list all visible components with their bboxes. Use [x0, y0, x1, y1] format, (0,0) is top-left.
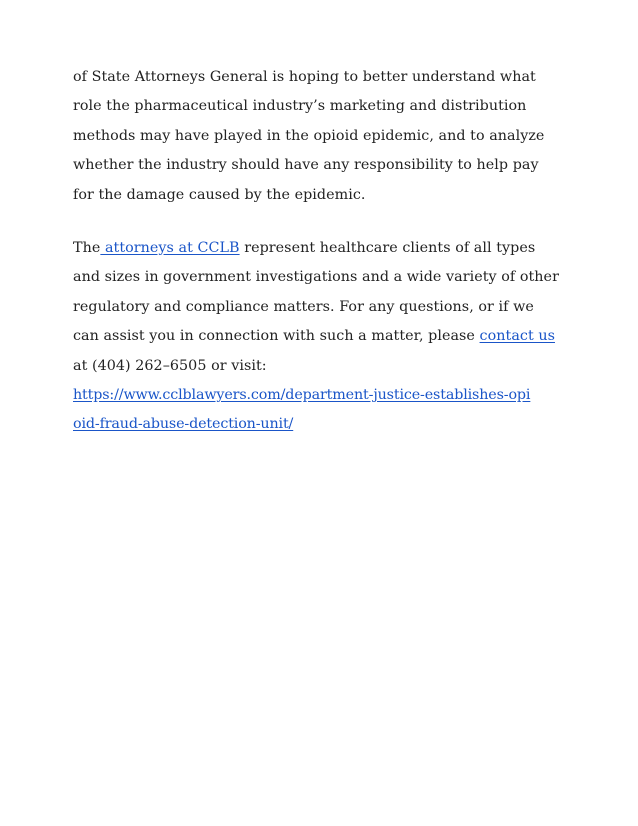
- text-line: of State Attorneys General is hoping to better understand what: [73, 69, 536, 85]
- text-line: role the pharmaceutical industry’s marketing and distribution: [73, 98, 527, 115]
- document-body: [73, 63, 573, 440]
- text-the: The: [73, 240, 101, 257]
- article-url-link-line-2[interactable]: oid-fraud-abuse-detection-unit/: [73, 416, 294, 433]
- text-line: for the damage caused by the epidemic.: [73, 186, 366, 203]
- text-line: whether the industry should have any responsibility to help pay: [73, 157, 539, 174]
- text-represent-clients: represent healthcare clients of all types: [239, 240, 536, 257]
- paragraph-opioid-context: [73, 63, 573, 210]
- text-line: methods may have played in the opioid epidemic, and to analyze: [73, 127, 545, 144]
- text-line: [73, 322, 573, 351]
- article-url-link-line-1[interactable]: https://www.cclblawyers.com/department-justice-establishes-opi: [73, 387, 531, 404]
- text-line: regulatory and compliance matters. For any questions, or if we: [73, 298, 534, 315]
- attorneys-at-cclb-link[interactable]: attorneys at CCLB: [100, 240, 240, 257]
- contact-us-link[interactable]: contact us: [479, 328, 555, 345]
- text-line: [73, 234, 573, 263]
- text-assist-you: can assist you in connection with such a matter, please: [73, 328, 480, 345]
- paragraph-cclb-contact: [73, 234, 573, 440]
- text-line: and sizes in government investigations and a wide variety of other: [73, 269, 559, 286]
- phone-text-line: at (404) 262–6505 or visit:: [73, 357, 267, 374]
